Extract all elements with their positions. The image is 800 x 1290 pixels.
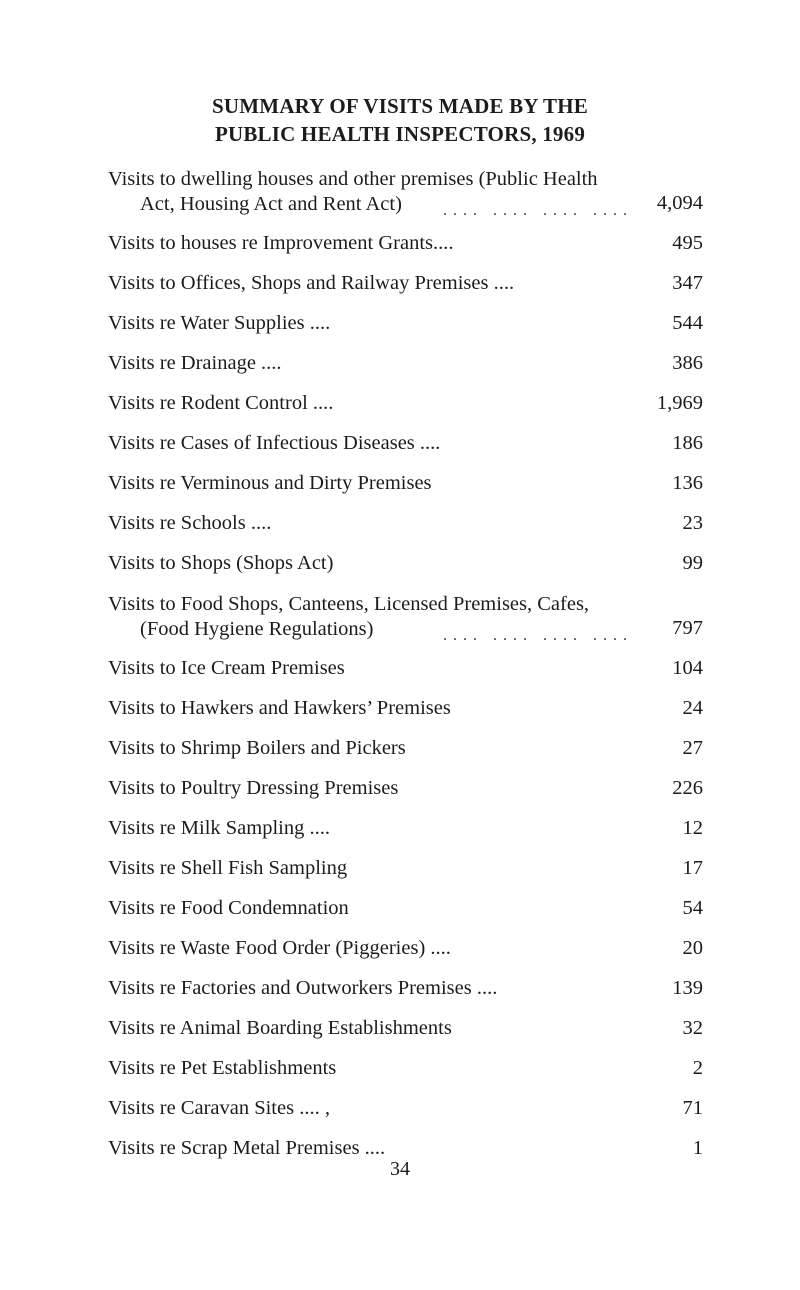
row-label: Visits to houses re Improvement Grants.... (108, 232, 454, 254)
row-value: 139 (672, 977, 703, 999)
list-item-hawkers (108, 697, 703, 737)
row-label-line-2: (Food Hygiene Regulations) (140, 618, 374, 640)
list-item-animal-boarding (108, 1017, 703, 1057)
row-value: 99 (682, 552, 703, 574)
row-value: 386 (672, 352, 703, 374)
row-value: 4,094 (656, 192, 703, 214)
list-item-rodent-control (108, 392, 703, 432)
row-label: Visits to Offices, Shops and Railway Premises .... (108, 272, 515, 294)
list-item-food-shops (108, 592, 703, 657)
row-label-line-1: Visits to Food Shops, Canteens, Licensed Premises, Cafes, (108, 593, 590, 615)
list-item-schools (108, 512, 703, 552)
list-item-offices-shops-railway (108, 272, 703, 312)
row-value: 32 (682, 1017, 703, 1039)
list-item-caravan-sites (108, 1097, 703, 1137)
row-label: Visits re Rodent Control .... (108, 392, 334, 414)
row-label: Visits re Schools .... (108, 512, 272, 534)
list-item-improvement-grants (108, 232, 703, 272)
page-title (0, 92, 800, 148)
list-item-factories (108, 977, 703, 1017)
row-label: Visits re Verminous and Dirty Premises (108, 472, 432, 494)
row-label-line-2: Act, Housing Act and Rent Act) (140, 193, 402, 215)
row-value: 136 (672, 472, 703, 494)
title-line-2: PUBLIC HEALTH INSPECTORS, 1969 (214, 122, 586, 146)
row-value: 71 (682, 1097, 703, 1119)
row-value: 2 (692, 1057, 703, 1079)
list-item-pet-establishments (108, 1057, 703, 1097)
dot-leader: .... .... .... .... (443, 627, 633, 644)
list-item-waste-food (108, 937, 703, 977)
row-value: 347 (672, 272, 703, 294)
row-value: 186 (672, 432, 703, 454)
row-label: Visits to Hawkers and Hawkers’ Premises (108, 697, 451, 719)
list-item-shops-act (108, 552, 703, 592)
row-label: Visits re Factories and Outworkers Premises .... (108, 977, 498, 999)
row-label: Visits re Cases of Infectious Diseases .... (108, 432, 441, 454)
list-item-ice-cream (108, 657, 703, 697)
row-label: Visits re Shell Fish Sampling (108, 857, 348, 879)
row-label-line-1: Visits to dwelling houses and other premises (Public Health (108, 168, 598, 190)
row-label: Visits re Pet Establishments (108, 1057, 337, 1079)
row-value: 54 (682, 897, 703, 919)
row-label: Visits to Ice Cream Premises (108, 657, 345, 679)
list-item-shell-fish (108, 857, 703, 897)
title-line-1: SUMMARY OF VISITS MADE BY THE (212, 94, 588, 118)
row-label: Visits re Waste Food Order (Piggeries) .... (108, 937, 451, 959)
row-value: 495 (672, 232, 703, 254)
row-value: 17 (682, 857, 703, 879)
list-item-drainage (108, 352, 703, 392)
row-value: 12 (682, 817, 703, 839)
row-value: 23 (682, 512, 703, 534)
list-item-food-condemnation (108, 897, 703, 937)
row-label: Visits re Animal Boarding Establishments (108, 1017, 452, 1039)
row-label: Visits re Milk Sampling .... (108, 817, 330, 839)
list-item-infectious-diseases (108, 432, 703, 472)
list-item-poultry-dressing (108, 777, 703, 817)
row-label: Visits to Shops (Shops Act) (108, 552, 334, 574)
row-value: 20 (682, 937, 703, 959)
list-item-shrimp-boilers (108, 737, 703, 777)
row-label: Visits re Scrap Metal Premises .... (108, 1137, 386, 1159)
row-label: Visits to Poultry Dressing Premises (108, 777, 399, 799)
row-value: 27 (682, 737, 703, 759)
row-value: 1,969 (656, 392, 703, 414)
row-value: 797 (672, 617, 703, 639)
page-number: 34 (390, 1158, 410, 1180)
list-item-dwelling-houses (108, 167, 703, 232)
list-item-milk-sampling (108, 817, 703, 857)
row-value: 1 (692, 1137, 703, 1159)
row-label: Visits re Drainage .... (108, 352, 282, 374)
row-label: Visits re Food Condemnation (108, 897, 349, 919)
visits-list (108, 167, 703, 1177)
row-label: Visits re Caravan Sites .... , (108, 1097, 330, 1119)
list-item-water-supplies (108, 312, 703, 352)
row-value: 24 (682, 697, 703, 719)
row-label: Visits to Shrimp Boilers and Pickers (108, 737, 406, 759)
row-label: Visits re Water Supplies .... (108, 312, 331, 334)
row-value: 226 (672, 777, 703, 799)
row-value: 544 (672, 312, 703, 334)
row-value: 104 (672, 657, 703, 679)
dot-leader: .... .... .... .... (443, 202, 633, 219)
list-item-verminous-premises (108, 472, 703, 512)
